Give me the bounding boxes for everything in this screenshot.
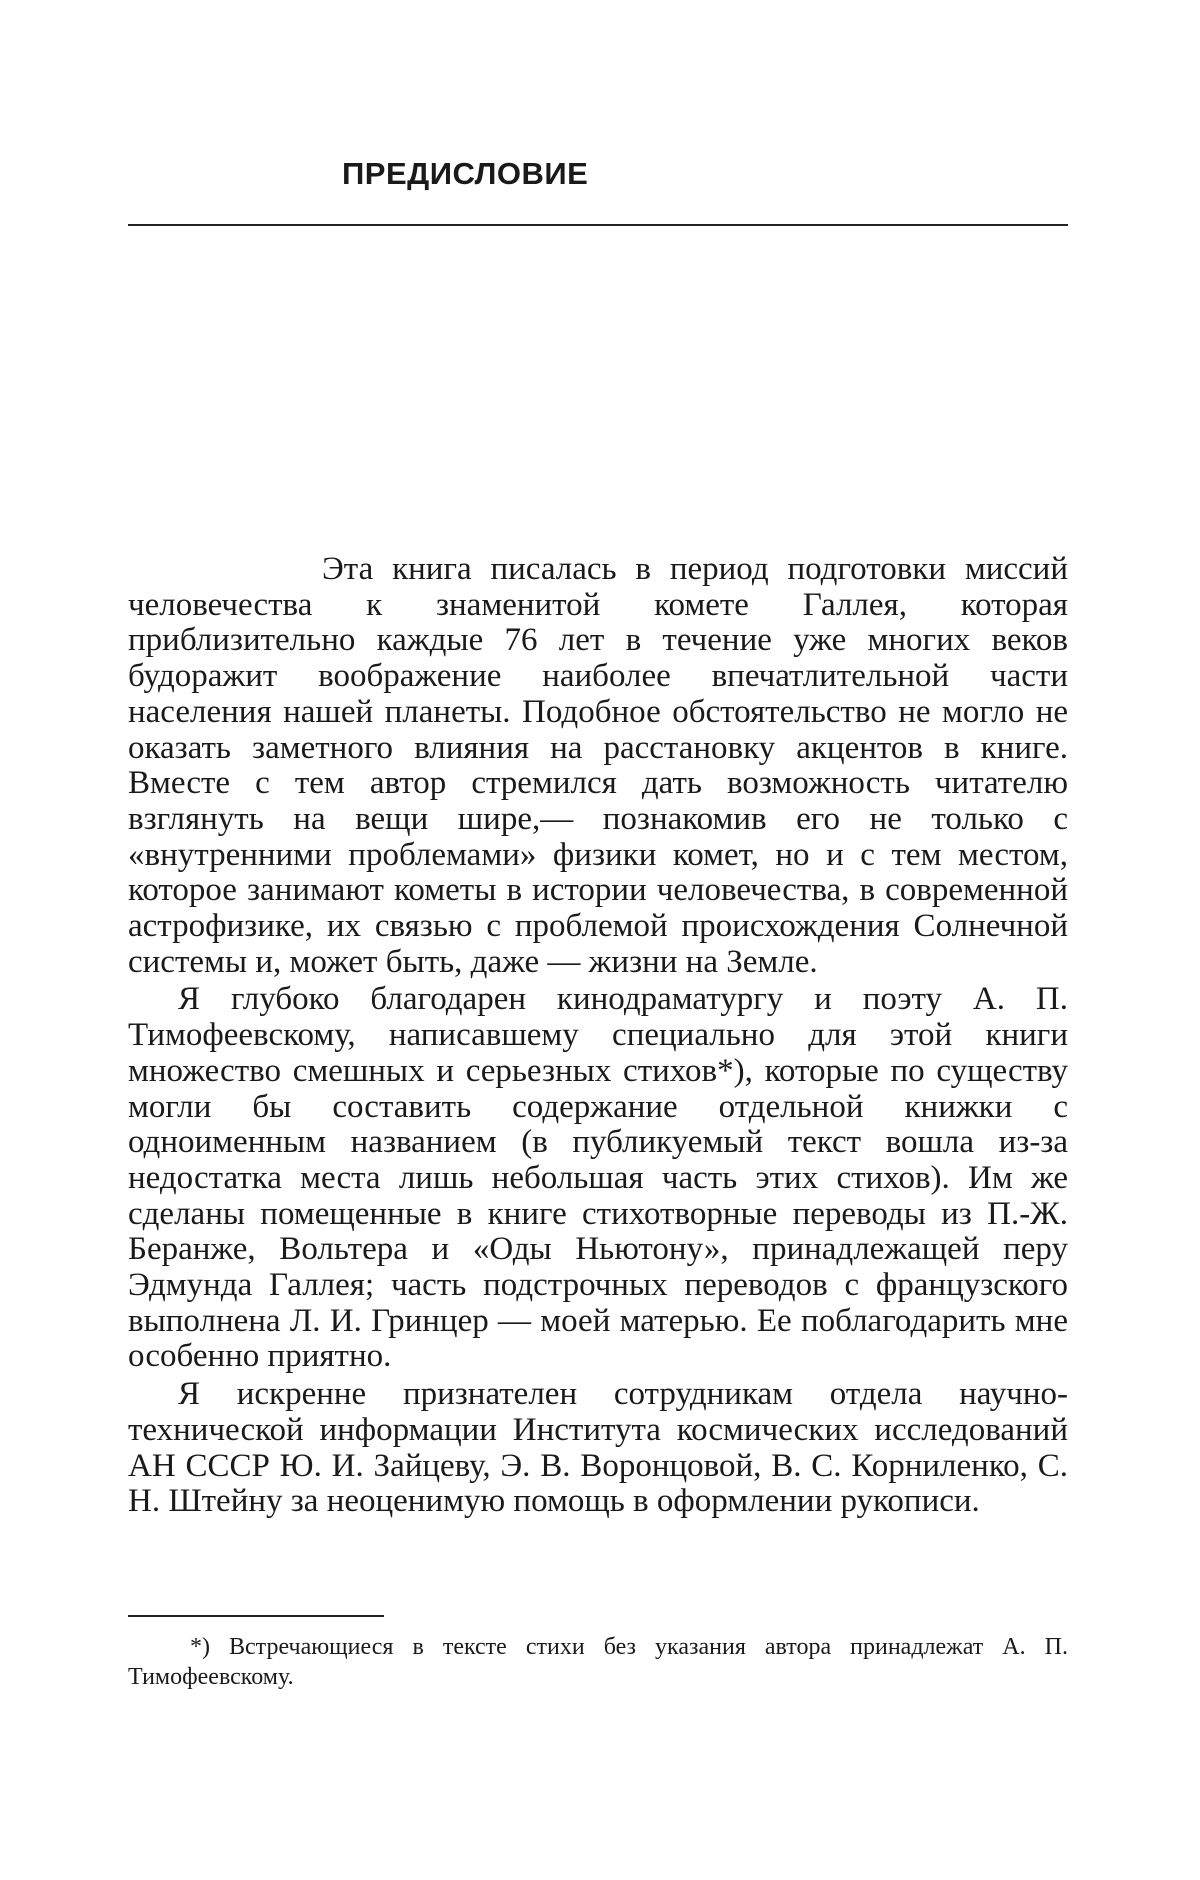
footnote: *) Встречающиеся в тексте стихи без указания автора принадлежат А. П. Тимофеевскому.: [128, 1632, 1068, 1692]
paragraph-2: Я глубоко благодарен кинодраматургу и поэту А. П. Тимофеевскому, написавшему специально для этой книги множество смешных и серьезных стихов*), которые по существу могли бы составить содержание отдельной книжки с одноименным названием (в публикуемый текст вошла из-за недостатка места лишь небольшая часть этих стихов). Им же сделаны помещенные в книге стихотворные переводы из П.-Ж. Беранже, Вольтера и «Оды Ньютону», принадлежащей перу Эдмунда Галлея; часть подстрочных переводов с французского выполнена Л. И. Гринцер — моей матерью. Ее поблагодарить мне особенно приятно.: [128, 982, 1068, 1375]
paragraph-1: Эта книга писалась в период подготовки миссий человечества к знаменитой комете Галлея, которая приблизительно каждые 76 лет в течение уже многих веков будоражит воображение наиболее впечатлительной части населения нашей планеты. Подобное обстоятельство не могло не оказать заметного влияния на расстановку акцентов в книге. Вместе с тем автор стремился дать возможность читателю взглянуть на вещи шире,— познакомив его не только с «внутренними проблемами» физики комет, но и с тем местом, которое занимают кометы в истории человечества, в современной астрофизике, их связью с проблемой происхождения Солнечной системы и, может быть, даже — жизни на Земле.: [128, 552, 1068, 980]
page-title: ПРЕДИСЛОВИЕ: [342, 156, 588, 192]
footnote-divider: [128, 1615, 384, 1617]
paragraph-3: Я искренне признателен сотрудникам отдела научно-технической информации Института космических исследований АН СССР Ю. И. Зайцеву, Э. В. Воронцовой, В. С. Корниленко, С. Н. Штейну за неоценимую помощь в оформлении рукописи.: [128, 1377, 1068, 1520]
preface-body: [128, 552, 1068, 1520]
title-divider: [128, 224, 1068, 226]
